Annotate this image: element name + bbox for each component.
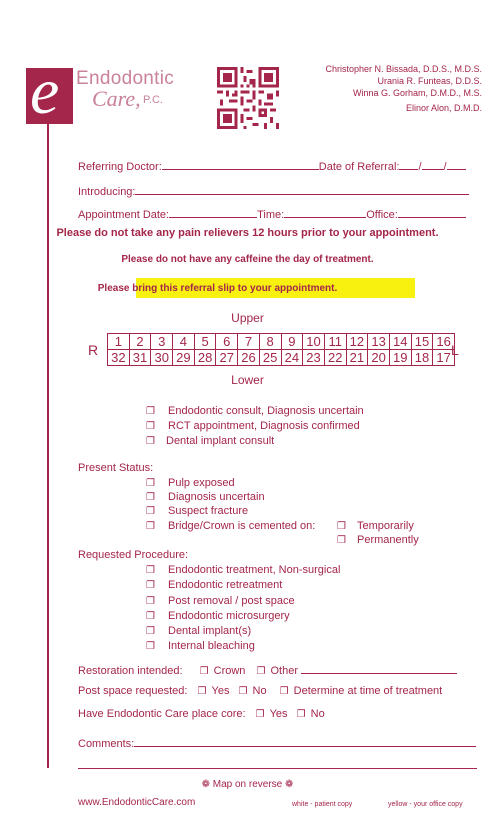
- post-space-determine: Determine at time of treatment: [293, 685, 443, 697]
- introducing-label: Introducing:: [78, 186, 136, 198]
- appointment-date-label: Appointment Date:: [78, 209, 170, 221]
- checkbox-icon[interactable]: ❐: [337, 521, 346, 532]
- referral-month-field[interactable]: [399, 159, 418, 170]
- tooth-cell[interactable]: 11: [324, 334, 346, 350]
- status-option[interactable]: ❐ Suspect fracture: [146, 505, 249, 517]
- restoration-row: [78, 663, 457, 678]
- other-option: Other: [270, 665, 299, 677]
- tooth-cell[interactable]: 9: [281, 334, 303, 350]
- checkbox-icon[interactable]: ❐: [296, 709, 306, 720]
- date-separator: /: [418, 161, 422, 173]
- lower-label: Lower: [231, 373, 264, 387]
- tooth-cell[interactable]: 15: [411, 334, 433, 350]
- doctor-name: Winna G. Gorham, D.M.D., M.S.: [352, 88, 482, 98]
- introducing-field[interactable]: [135, 184, 469, 195]
- tooth-cell[interactable]: 30: [151, 350, 173, 366]
- checkbox-icon[interactable]: ❐: [146, 626, 155, 637]
- checkbox-icon[interactable]: ❐: [146, 596, 155, 607]
- tooth-cell[interactable]: 22: [324, 350, 346, 366]
- office-field[interactable]: [398, 207, 466, 218]
- comments-row: [78, 736, 476, 751]
- post-space-label: Post space requested:: [78, 685, 188, 697]
- status-option[interactable]: ❐ Pulp exposed: [146, 477, 235, 489]
- logo-suffix: P.C.: [143, 94, 163, 106]
- status-option[interactable]: ❐ Bridge/Crown is cemented on:: [146, 520, 316, 532]
- logo-text-line1: Endodontic: [76, 68, 175, 89]
- left-side-label: L: [451, 342, 459, 358]
- checkbox-icon[interactable]: ❐: [146, 580, 155, 591]
- consult-option[interactable]: ❐ RCT appointment, Diagnosis confirmed: [146, 420, 360, 432]
- tooth-cell[interactable]: 23: [303, 350, 325, 366]
- date-separator: /: [443, 161, 447, 173]
- tooth-cell[interactable]: 26: [238, 350, 260, 366]
- logo-e-glyph: e: [30, 55, 60, 128]
- referral-day-field[interactable]: [422, 159, 444, 170]
- time-label: Time:: [257, 209, 285, 221]
- tooth-cell[interactable]: 1: [108, 334, 130, 350]
- checkbox-icon[interactable]: ❐: [146, 506, 155, 517]
- tooth-cell[interactable]: 6: [216, 334, 238, 350]
- checkbox-icon[interactable]: ❐: [197, 686, 207, 697]
- tooth-cell[interactable]: 28: [194, 350, 216, 366]
- tooth-cell[interactable]: 24: [281, 350, 303, 366]
- post-space-yes: Yes: [211, 685, 230, 697]
- checkbox-icon[interactable]: ❐: [279, 686, 289, 697]
- restoration-label: Restoration intended:: [78, 665, 183, 677]
- checkbox-icon[interactable]: ❐: [146, 521, 155, 532]
- post-space-row: [78, 685, 442, 698]
- logo-text-line2: Care,: [92, 86, 141, 111]
- tooth-cell[interactable]: 29: [173, 350, 195, 366]
- doctor-name: Urania R. Funteas, D.D.S.: [377, 76, 482, 86]
- tooth-cell[interactable]: 13: [368, 334, 390, 350]
- checkbox-icon[interactable]: ❐: [256, 666, 266, 677]
- checkbox-icon[interactable]: ❐: [337, 535, 346, 546]
- bring-slip-notice: Please bring this referral slip to your appointment.: [97, 283, 338, 294]
- procedure-option[interactable]: ❐ Internal bleaching: [146, 640, 255, 652]
- checkbox-icon[interactable]: ❐: [146, 406, 155, 417]
- tooth-cell[interactable]: 10: [303, 334, 325, 350]
- requested-procedure-heading: Requested Procedure:: [78, 549, 189, 561]
- tooth-cell[interactable]: 12: [346, 334, 368, 350]
- procedure-option[interactable]: ❐ Dental implant(s): [146, 625, 252, 637]
- checkbox-icon[interactable]: ❐: [146, 565, 155, 576]
- tooth-cell[interactable]: 19: [389, 350, 411, 366]
- upper-label: Upper: [231, 311, 264, 325]
- lower-teeth-row: [108, 350, 455, 366]
- right-side-label: R: [88, 342, 99, 358]
- tooth-cell[interactable]: 21: [346, 350, 368, 366]
- post-space-no: No: [252, 685, 267, 697]
- checkbox-icon[interactable]: ❐: [146, 436, 155, 447]
- cement-option[interactable]: ❐ Temporarily: [337, 520, 414, 532]
- comments-field[interactable]: [134, 736, 476, 747]
- time-field[interactable]: [284, 207, 366, 218]
- upper-teeth-row: [108, 334, 455, 350]
- checkbox-icon[interactable]: ❐: [146, 641, 155, 652]
- map-on-reverse: ❁ Map on reverse ❁: [201, 779, 294, 790]
- tooth-cell[interactable]: 16: [433, 334, 455, 350]
- pain-reliever-notice: Please do not take any pain relievers 12 hours prior to your appointment.: [56, 227, 439, 239]
- tooth-cell[interactable]: 27: [216, 350, 238, 366]
- consult-option[interactable]: ❐ Endodontic consult, Diagnosis uncertain: [146, 405, 364, 417]
- yellow-copy-note: yellow - your office copy: [388, 801, 463, 808]
- tooth-chart: [107, 333, 455, 366]
- core-yes: Yes: [269, 708, 288, 720]
- date-of-referral-label: Date of Referral:: [318, 161, 400, 173]
- qr-code: [217, 67, 279, 129]
- tooth-cell[interactable]: 31: [129, 350, 151, 366]
- procedure-option[interactable]: ❐ Post removal / post space: [146, 595, 295, 607]
- procedure-option[interactable]: ❐ Endodontic treatment, Non-surgical: [146, 564, 341, 576]
- present-status-heading: Present Status:: [78, 462, 154, 474]
- tooth-cell[interactable]: 4: [173, 334, 195, 350]
- checkbox-icon[interactable]: ❐: [199, 666, 209, 677]
- left-rule: [47, 120, 49, 768]
- doctor-name: Christopher N. Bissada, D.D.S., M.D.S.: [325, 64, 482, 74]
- website[interactable]: www.EndodonticCare.com: [78, 797, 196, 808]
- checkbox-icon[interactable]: ❐: [146, 478, 155, 489]
- core-label: Have Endodontic Care place core:: [78, 708, 246, 720]
- tooth-cell[interactable]: 3: [151, 334, 173, 350]
- checkbox-icon[interactable]: ❐: [146, 421, 155, 432]
- tooth-cell[interactable]: 17: [433, 350, 455, 366]
- checkbox-icon[interactable]: ❐: [255, 709, 265, 720]
- checkbox-icon[interactable]: ❐: [146, 492, 155, 503]
- referring-doctor-label: Referring Doctor:: [78, 161, 162, 173]
- referring-doctor-row: [78, 159, 466, 174]
- referring-doctor-field[interactable]: [162, 159, 319, 170]
- crown-option: Crown: [213, 665, 246, 677]
- appointment-date-field[interactable]: [169, 207, 257, 218]
- white-copy-note: white - patient copy: [292, 801, 353, 808]
- appointment-row: [78, 207, 466, 222]
- tooth-cell[interactable]: 25: [259, 350, 281, 366]
- tooth-cell[interactable]: 14: [389, 334, 411, 350]
- caffeine-notice: Please do not have any caffeine the day of treatment.: [121, 254, 374, 265]
- checkbox-icon[interactable]: ❐: [238, 686, 248, 697]
- office-label: Office:: [366, 209, 398, 221]
- status-option[interactable]: ❐ Diagnosis uncertain: [146, 491, 265, 503]
- tooth-cell[interactable]: 7: [238, 334, 260, 350]
- comments-label: Comments:: [78, 738, 135, 750]
- tooth-cell[interactable]: 18: [411, 350, 433, 366]
- cement-option[interactable]: ❐ Permanently: [337, 534, 419, 546]
- procedure-option[interactable]: ❐ Endodontic microsurgery: [146, 610, 290, 622]
- other-field[interactable]: [301, 663, 457, 674]
- tooth-cell[interactable]: 20: [368, 350, 390, 366]
- tooth-cell[interactable]: 2: [129, 334, 151, 350]
- core-no: No: [310, 708, 325, 720]
- doctor-name: Elinor Alon, D.M.D.: [405, 103, 482, 113]
- procedure-option[interactable]: ❐ Endodontic retreatment: [146, 579, 283, 591]
- checkbox-icon[interactable]: ❐: [146, 611, 155, 622]
- comments-line-2[interactable]: [78, 768, 477, 769]
- tooth-cell[interactable]: 32: [108, 350, 130, 366]
- introducing-row: [78, 184, 469, 199]
- tooth-cell[interactable]: 5: [194, 334, 216, 350]
- tooth-cell[interactable]: 8: [259, 334, 281, 350]
- consult-option[interactable]: ❐ Dental implant consult: [146, 435, 275, 447]
- referral-year-field[interactable]: [447, 159, 466, 170]
- core-row: [78, 708, 325, 721]
